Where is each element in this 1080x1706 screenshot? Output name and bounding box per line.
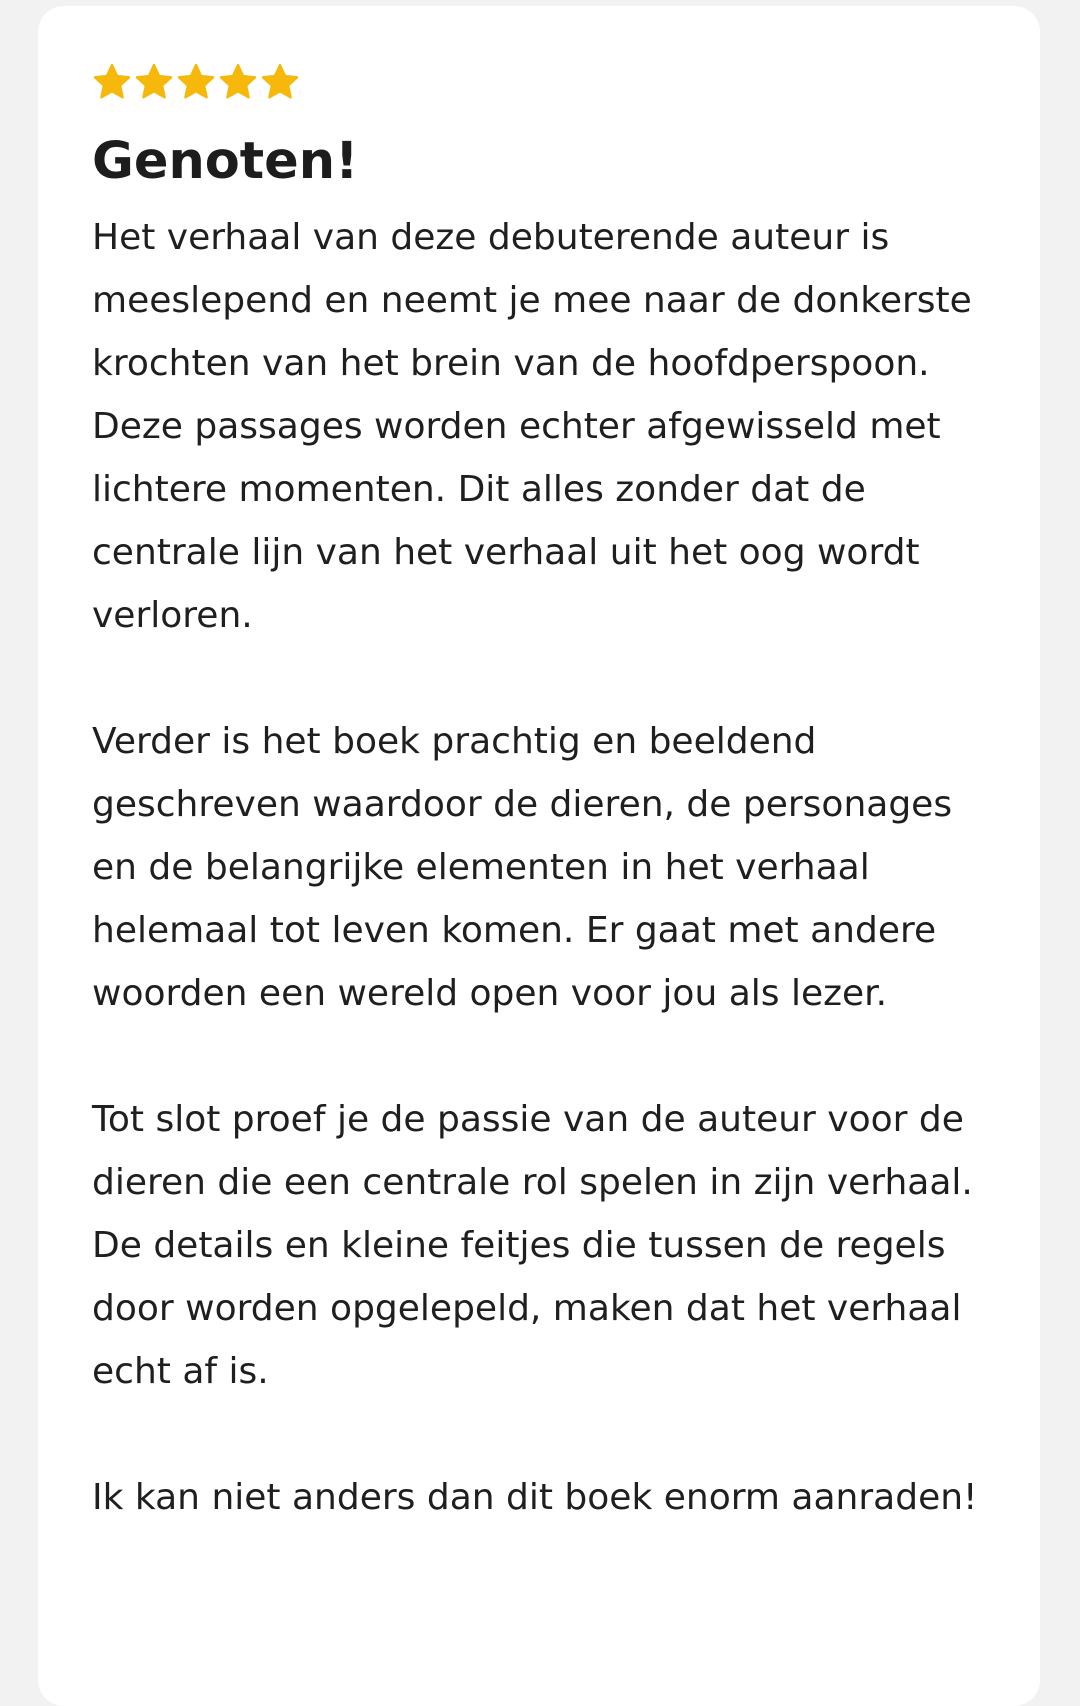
star-icon	[92, 62, 132, 102]
review-paragraph: Tot slot proef je de passie van de auteur voor de dieren die een centrale rol spelen in zijn verhaal. De details en kleine feitjes die tussen de regels door worden opgelepeld, maken dat het verhaal echt af is.	[92, 1099, 973, 1392]
review-body	[92, 206, 992, 1529]
star-icon	[134, 62, 174, 102]
review-paragraph: Ik kan niet anders dan dit boek enorm aanraden!	[92, 1477, 978, 1518]
star-rating	[92, 60, 986, 104]
star-icon	[176, 62, 216, 102]
card-notch	[128, 6, 184, 12]
review-card	[38, 6, 1040, 1706]
review-title: Genoten!	[92, 132, 359, 191]
review-paragraph: Verder is het boek prachtig en beeldend geschreven waardoor de dieren, de personages en de belangrijke elementen in het verhaal helemaal tot leven komen. Er gaat met andere woorden een wereld open voor jou als lezer.	[92, 721, 953, 1014]
star-icon	[260, 62, 300, 102]
review-paragraph: Het verhaal van deze debuterende auteur is meeslepend en neemt je mee naar de donkerste krochten van het brein van de hoofdperspoon. Deze passages worden echter afgewisseld met lichtere momenten. Dit alles zonder dat de centrale lijn van het verhaal uit het oog wordt verloren.	[92, 217, 972, 636]
star-icon	[218, 62, 258, 102]
